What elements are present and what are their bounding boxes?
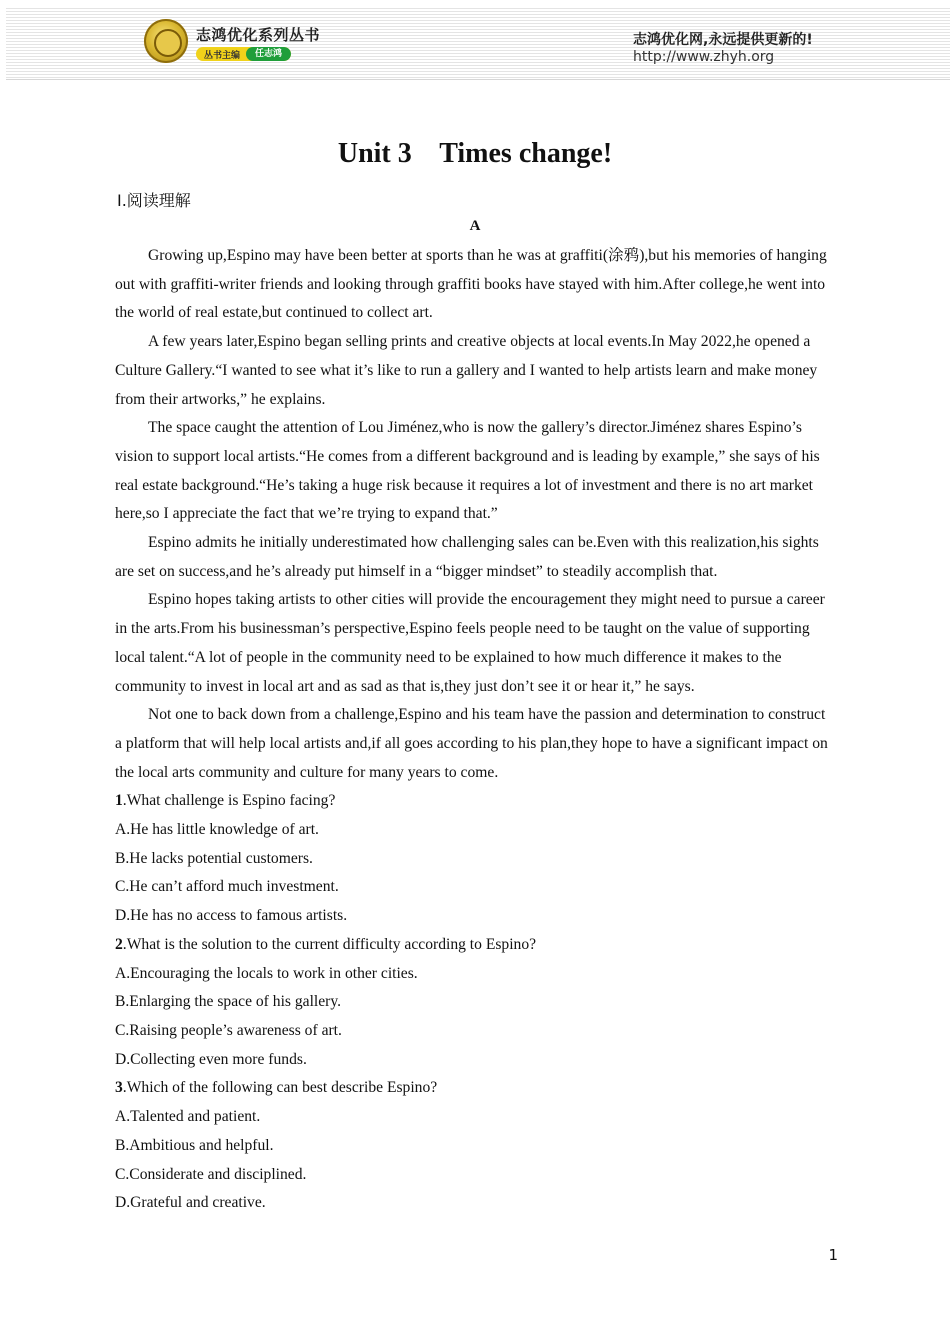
- question-stem: [115, 931, 835, 960]
- answer-option: C.Raising people’s awareness of art.: [115, 1021, 342, 1039]
- answer-option: C.Considerate and disciplined.: [115, 1165, 307, 1183]
- answer-option: D.Collecting even more funds.: [115, 1050, 307, 1068]
- answer-option: B.Enlarging the space of his gallery.: [115, 993, 342, 1011]
- question-1: [115, 787, 835, 931]
- passage-label: A: [469, 218, 481, 234]
- answer-option: B.He lacks potential customers.: [115, 849, 313, 867]
- unit-title: Unit 3 Times change!: [337, 138, 613, 169]
- question-number: 1: [115, 792, 123, 810]
- header-divider: [6, 79, 950, 80]
- question-number: 3: [115, 1079, 123, 1097]
- page-number: 1: [828, 1246, 838, 1264]
- question-text: .Which of the following can best describe Espino?: [122, 1079, 438, 1097]
- answer-option: C.He can’t afford much investment.: [115, 878, 339, 896]
- passage-paragraph: A few years later,Espino began selling prints and creative objects at local events.In May 2022,he opened a Culture Gallery.“I wanted to see what it’s like to run a gallery and I wanted to help artists learn and make money from their artworks,” he explains.: [115, 333, 818, 408]
- site-slogan: 志鸿优化网,永远提供更新的!: [633, 32, 813, 48]
- passage-paragraph: Growing up,Espino may have been better at sports than he was at graffiti(涂鸦),but his memories of hanging out with graffiti-writer friends and looking through graffiti books have stayed with him.After college,he went into the world of real estate,but continued to collect art.: [115, 247, 827, 322]
- section-heading: Ⅰ.阅读理解: [117, 191, 191, 210]
- answer-option: B.Ambitious and helpful.: [115, 1136, 274, 1154]
- passage-paragraph: Not one to back down from a challenge,Espino and his team have the passion and determination to construct a platform that will help local artists and,if all goes according to his plan,they hope to have a significant impact on the local arts community and culture for many years to come.: [115, 706, 828, 781]
- question-text: .What challenge is Espino facing?: [122, 792, 336, 810]
- passage-paragraph: Espino hopes taking artists to other cities will provide the encouragement they might need to pursue a career in the arts.From his businessman’s perspective,Espino feels people need to be taught on the value of supporting local talent.“A lot of people in the community need to be explained to how much difference it makes to the community to invest in local art and as sad as that is,they just don’t see it or hear it,” he says.: [115, 591, 825, 695]
- question-stem: [115, 787, 835, 816]
- answer-option: D.Grateful and creative.: [115, 1194, 266, 1212]
- question-text: .What is the solution to the current difficulty according to Espino?: [122, 935, 537, 953]
- passage-paragraph: The space caught the attention of Lou Jiménez,who is now the gallery’s director.Jiménez shares Espino’s vision to support local artists.“He comes from a different background and is leading by example,” she says of his real estate background.“He’s taking a huge risk because it requires a lot of investment and there is no art market here,so I appreciate the fact that we’re trying to expand that.”: [115, 419, 820, 523]
- question-stem: [115, 1074, 835, 1103]
- reading-passage: [115, 242, 835, 1218]
- editor-badge-label: 丛书主编: [204, 51, 241, 61]
- answer-option: A.He has little knowledge of art.: [115, 821, 319, 839]
- editor-badge-name: 任志鸿: [246, 47, 291, 61]
- question-2: [115, 931, 835, 1075]
- question-3: [115, 1074, 835, 1218]
- answer-option: A.Encouraging the locals to work in other cities.: [115, 964, 418, 982]
- editor-badge: [196, 47, 291, 61]
- site-url-link[interactable]: http://www.zhyh.org: [633, 49, 775, 65]
- passage-paragraph: Espino admits he initially underestimated how challenging sales can be.Even with this realization,his sights are set on success,and he’s already put himself in a “bigger mindset” to steadily accomplish that.: [115, 534, 819, 580]
- publisher-logo-icon: [144, 19, 188, 63]
- answer-option: D.He has no access to famous artists.: [115, 907, 348, 925]
- answer-option: A.Talented and patient.: [115, 1108, 261, 1126]
- brand-name: 志鸿优化系列丛书: [196, 26, 321, 44]
- question-number: 2: [115, 935, 123, 953]
